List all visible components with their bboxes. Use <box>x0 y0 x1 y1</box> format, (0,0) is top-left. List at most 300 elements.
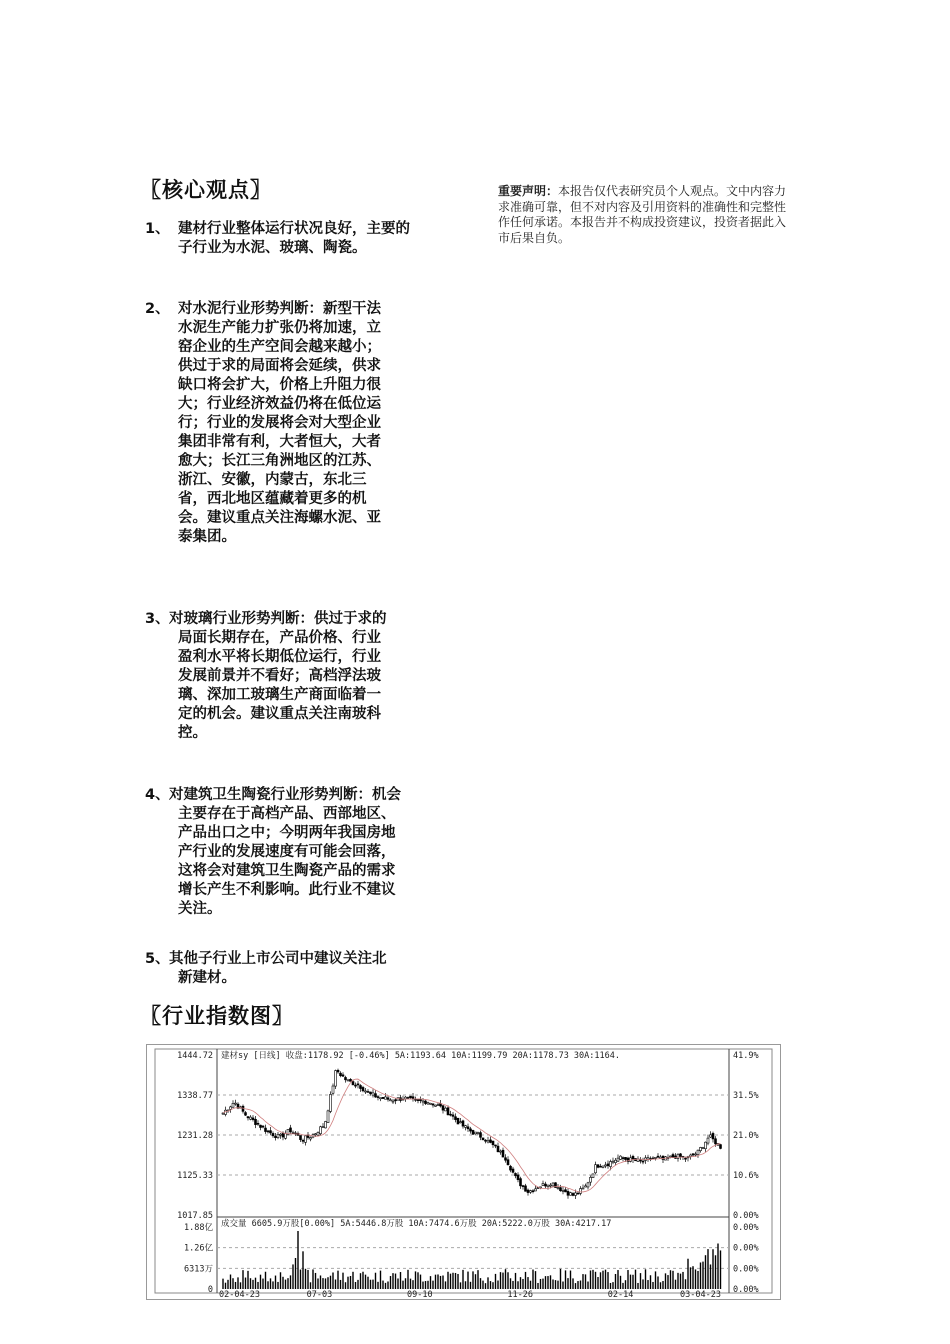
candle-body <box>277 1134 279 1137</box>
volume-bar <box>457 1274 458 1289</box>
candle-body <box>522 1186 524 1187</box>
volume-bar <box>675 1280 676 1289</box>
point-number: 5、 <box>145 951 170 967</box>
volume-bar <box>277 1282 278 1289</box>
candle-body <box>442 1106 444 1111</box>
candle-body <box>467 1127 469 1129</box>
candle-body <box>292 1132 294 1133</box>
volume-bar <box>242 1270 243 1289</box>
volume-bar <box>442 1275 443 1289</box>
volume-bar <box>500 1272 501 1289</box>
candle-body <box>310 1138 312 1139</box>
candle-body <box>575 1193 577 1196</box>
candle-body <box>515 1173 517 1175</box>
point-3 <box>145 610 390 743</box>
volume-bar <box>357 1280 358 1289</box>
volume-bar <box>570 1271 571 1289</box>
candle-body <box>235 1103 237 1104</box>
volume-bar <box>285 1280 286 1289</box>
volume-bar <box>535 1271 536 1289</box>
volume-bar <box>257 1282 258 1289</box>
candle-body <box>357 1084 359 1085</box>
candle-body <box>677 1154 679 1158</box>
candle-body <box>375 1094 377 1097</box>
candle-body <box>275 1136 277 1138</box>
volume-bar <box>660 1282 661 1289</box>
volume-bar <box>680 1274 681 1289</box>
candle-body <box>420 1099 422 1100</box>
volume-bar <box>387 1281 388 1289</box>
candle-body <box>290 1128 292 1132</box>
volume-bar <box>425 1281 426 1289</box>
volume-bar <box>252 1280 253 1289</box>
volume-bar <box>262 1279 263 1289</box>
candle-body <box>647 1157 649 1159</box>
volume-bar <box>537 1283 538 1289</box>
candle-body <box>670 1156 672 1157</box>
candle-body <box>547 1185 549 1187</box>
volume-bar <box>647 1280 648 1289</box>
candle-body <box>567 1191 569 1195</box>
volume-bar <box>342 1273 343 1289</box>
disclaimer-label: 重要声明： <box>498 184 559 198</box>
volume-bar <box>607 1272 608 1289</box>
candle-body <box>360 1086 362 1089</box>
candle-body <box>645 1158 647 1161</box>
point-text: 对水泥行业形势判断：新型干法水泥生产能力扩张仍将加速，立窑企业的生产空间会越来越小；供过于求的局面将会延续，供求缺口将会扩大，价格上升阻力很大；行业经济效益仍将在低位运行；行业的发展将会对大型企业集团非常有利，大者恒大，大者愈大；长江三角洲地区的江苏、浙江、安徽，内蒙古，东北三省，西北地区蕴藏着更多的机会。建议重点关注海螺水泥、亚泰集团。 <box>178 301 381 545</box>
candle-body <box>577 1193 579 1194</box>
candle-body <box>440 1104 442 1106</box>
volume-bar <box>505 1269 506 1289</box>
volume-bar <box>515 1273 516 1289</box>
volume-bar <box>370 1280 371 1289</box>
volume-bar <box>562 1282 563 1290</box>
volume-bar <box>315 1273 316 1289</box>
volume-pct-tick-label: 0.00% <box>733 1264 759 1275</box>
candle-body <box>565 1190 567 1192</box>
volume-bar <box>610 1283 611 1289</box>
volume-bar <box>492 1282 493 1289</box>
candle-body <box>475 1132 477 1134</box>
candle-body <box>247 1117 249 1118</box>
volume-bar <box>605 1270 606 1289</box>
candle-body <box>500 1151 502 1152</box>
candle-body <box>437 1105 439 1106</box>
candle-body <box>532 1191 534 1192</box>
candle-body <box>470 1129 472 1131</box>
volume-bar <box>490 1281 491 1289</box>
volume-bar <box>312 1269 313 1289</box>
candle-body <box>527 1190 529 1193</box>
volume-bar <box>415 1271 416 1289</box>
volume-bar <box>522 1279 523 1289</box>
point-1 <box>145 220 410 258</box>
candle-body <box>465 1126 467 1128</box>
volume-bar <box>420 1275 421 1289</box>
volume-bar <box>275 1276 276 1289</box>
volume-bar <box>540 1279 541 1289</box>
volume-bar <box>575 1283 576 1289</box>
candle-body <box>412 1097 414 1099</box>
volume-bar <box>317 1278 318 1289</box>
point-text: 对建筑卫生陶瓷行业形势判断：机会主要存在于高档产品、西部地区、产品出口之中；今明两年我国房地产行业的发展速度有可能会回落，这将会对建筑卫生陶瓷产品的需求增长产生不利影响。此行业不建议关注。 <box>169 787 401 917</box>
candle-body <box>707 1138 709 1143</box>
volume-bar <box>287 1278 288 1289</box>
price-tick-label: 1125.33 <box>177 1171 213 1181</box>
candle-body <box>705 1142 707 1149</box>
volume-bar <box>705 1255 706 1289</box>
volume-bar <box>375 1273 376 1289</box>
volume-bar <box>482 1281 483 1289</box>
volume-bar <box>527 1277 528 1289</box>
candle-body <box>685 1158 687 1159</box>
point-number: 1、 <box>145 221 170 237</box>
candle-body <box>480 1133 482 1138</box>
candle-body <box>620 1156 622 1159</box>
volume-bar <box>690 1267 691 1289</box>
candle-body <box>325 1121 327 1127</box>
candle-body <box>305 1136 307 1142</box>
volume-bar <box>567 1278 568 1289</box>
candle-body <box>282 1133 284 1137</box>
volume-bar <box>272 1281 273 1289</box>
volume-bar <box>362 1272 363 1289</box>
volume-bar <box>717 1244 718 1289</box>
volume-bar <box>525 1272 526 1289</box>
candle-body <box>370 1092 372 1094</box>
candle-body <box>530 1191 532 1193</box>
candle-body <box>405 1097 407 1099</box>
candle-body <box>427 1103 429 1104</box>
candle-body <box>327 1111 329 1123</box>
candle-body <box>607 1164 609 1166</box>
candle-body <box>657 1156 659 1157</box>
volume-bar <box>385 1283 386 1289</box>
candle-body <box>585 1186 587 1187</box>
candle-body <box>720 1145 722 1149</box>
volume-bar <box>672 1271 673 1289</box>
volume-bar <box>332 1272 333 1289</box>
point-4 <box>145 786 407 919</box>
candle-body <box>425 1101 427 1104</box>
price-pct-tick-label: 31.5% <box>733 1091 759 1101</box>
candle-body <box>485 1140 487 1141</box>
volume-bar <box>577 1281 578 1289</box>
volume-bar <box>255 1278 256 1289</box>
x-tick-label: 02-04-23 <box>219 1290 260 1299</box>
volume-bar <box>637 1283 638 1289</box>
candle-body <box>502 1150 504 1157</box>
candle-body <box>482 1138 484 1140</box>
volume-bar <box>497 1281 498 1289</box>
volume-tick-label: 6313万 <box>184 1264 213 1275</box>
volume-bar <box>345 1282 346 1289</box>
volume-bar <box>322 1278 323 1289</box>
volume-bar <box>517 1281 518 1289</box>
volume-bar <box>405 1278 406 1289</box>
candle-body <box>580 1189 582 1194</box>
candle-body <box>435 1105 437 1106</box>
volume-bar <box>602 1271 603 1289</box>
candle-body <box>595 1165 597 1173</box>
volume-bar <box>372 1280 373 1289</box>
candle-body <box>417 1100 419 1101</box>
volume-bar <box>360 1273 361 1289</box>
volume-bar <box>352 1272 353 1289</box>
volume-bar <box>507 1272 508 1289</box>
candle-body <box>472 1130 474 1134</box>
candle-body <box>625 1157 627 1159</box>
candle-body <box>350 1079 352 1081</box>
candle-body <box>317 1132 319 1135</box>
volume-bar <box>330 1276 331 1289</box>
candle-body <box>477 1133 479 1134</box>
candle-body <box>700 1147 702 1150</box>
volume-bar <box>665 1273 666 1289</box>
volume-bar <box>467 1272 468 1289</box>
volume-bar <box>552 1279 553 1289</box>
candle-body <box>320 1127 322 1134</box>
volume-bar <box>595 1272 596 1289</box>
volume-bar <box>502 1273 503 1289</box>
volume-bar <box>347 1277 348 1289</box>
chart-svg <box>147 1045 780 1299</box>
candle-body <box>535 1189 537 1191</box>
volume-bar <box>620 1276 621 1289</box>
point-number: 4、 <box>145 787 170 803</box>
candle-body <box>230 1107 232 1109</box>
candle-body <box>642 1161 644 1162</box>
candle-body <box>452 1115 454 1117</box>
volume-bar <box>682 1272 683 1289</box>
volume-bar <box>295 1258 296 1289</box>
volume-bar <box>350 1276 351 1289</box>
volume-bar <box>612 1282 613 1289</box>
candle-body <box>525 1186 527 1191</box>
volume-bar <box>335 1279 336 1289</box>
price-tick-label: 1231.28 <box>177 1131 213 1141</box>
candle-body <box>690 1155 692 1156</box>
candle-body <box>330 1094 332 1111</box>
candle-body <box>380 1098 382 1099</box>
volume-bar <box>650 1275 651 1289</box>
volume-bar <box>480 1278 481 1289</box>
candle-body <box>715 1139 717 1144</box>
volume-bar <box>390 1276 391 1289</box>
candle-body <box>322 1127 324 1128</box>
candle-body <box>300 1135 302 1139</box>
candle-body <box>332 1086 334 1093</box>
volume-pct-tick-label: 0.00% <box>733 1285 759 1295</box>
volume-bar <box>435 1275 436 1289</box>
volume-bar <box>397 1278 398 1289</box>
volume-bar <box>695 1269 696 1289</box>
volume-bar <box>692 1266 693 1289</box>
candle-body <box>345 1077 347 1079</box>
volume-bar <box>582 1274 583 1289</box>
candle-body <box>597 1165 599 1168</box>
point-5 <box>145 950 400 988</box>
volume-bar <box>247 1271 248 1289</box>
volume-bar <box>237 1277 238 1289</box>
candle-body <box>610 1162 612 1167</box>
volume-bar <box>412 1280 413 1289</box>
volume-bar <box>512 1281 513 1289</box>
x-tick-label: 07-03 <box>306 1290 333 1299</box>
candle-body <box>622 1158 624 1159</box>
candle-body <box>447 1108 449 1115</box>
volume-bar <box>617 1270 618 1289</box>
candle-body <box>487 1140 489 1142</box>
volume-bar <box>465 1281 466 1289</box>
volume-bar <box>222 1279 223 1289</box>
volume-bar <box>565 1270 566 1289</box>
volume-bar <box>282 1277 283 1289</box>
volume-bar <box>597 1277 598 1289</box>
volume-bar <box>337 1271 338 1289</box>
candle-body <box>392 1101 394 1102</box>
volume-bar <box>477 1270 478 1289</box>
candle-body <box>367 1091 369 1092</box>
volume-bar <box>487 1277 488 1289</box>
volume-bar <box>662 1281 663 1289</box>
x-tick-label: 09-10 <box>407 1290 433 1299</box>
index-chart-title: 〖行业指数图〗 <box>140 1004 294 1028</box>
candle-body <box>280 1134 282 1135</box>
candle-body <box>272 1133 274 1135</box>
candle-body <box>270 1131 272 1133</box>
point-number: 2、 <box>145 301 170 317</box>
volume-bar <box>245 1278 246 1289</box>
volume-bar <box>427 1281 428 1289</box>
volume-bar <box>630 1275 631 1289</box>
industry-index-chart <box>146 1044 781 1300</box>
candle-body <box>390 1100 392 1101</box>
candle-body <box>560 1188 562 1191</box>
volume-bar <box>547 1276 548 1289</box>
candle-body <box>520 1179 522 1186</box>
candle-body <box>252 1118 254 1120</box>
volume-bar <box>710 1264 711 1289</box>
volume-bar <box>625 1280 626 1289</box>
volume-bar <box>720 1250 721 1289</box>
volume-bar <box>485 1283 486 1289</box>
candle-body <box>672 1155 674 1158</box>
volume-bar <box>225 1283 226 1289</box>
volume-bar <box>640 1273 641 1289</box>
volume-bar <box>450 1274 451 1289</box>
candle-body <box>680 1154 682 1157</box>
volume-bar <box>325 1278 326 1289</box>
candle-body <box>262 1126 264 1127</box>
price-pct-tick-label: 0.00% <box>733 1211 759 1221</box>
volume-bar <box>305 1269 306 1289</box>
volume-bar <box>550 1275 551 1289</box>
volume-bar <box>395 1274 396 1289</box>
volume-bar <box>452 1273 453 1289</box>
volume-bar <box>697 1271 698 1289</box>
price-tick-label: 1338.77 <box>177 1091 213 1101</box>
core-views-title: 〖核心观点〗 <box>140 178 272 202</box>
volume-bar <box>702 1262 703 1289</box>
candle-body <box>335 1071 337 1087</box>
candle-body <box>285 1134 287 1139</box>
candle-body <box>697 1150 699 1154</box>
volume-bar <box>340 1280 341 1289</box>
candle-body <box>422 1101 424 1102</box>
disclaimer-text: 本报告仅代表研究员个人观点。文中内容力求准确可靠，但不对内容及引用资料的准确性和完整性作任何承诺。本报告并不构成投资建议，投资者据此入市后果自负。 <box>498 184 787 245</box>
volume-bar <box>635 1270 636 1289</box>
candle-body <box>617 1158 619 1161</box>
volume-pct-tick-label: 0.00% <box>733 1223 759 1233</box>
candle-body <box>712 1133 714 1139</box>
candle-body <box>702 1147 704 1148</box>
candle-body <box>572 1193 574 1195</box>
volume-bar <box>280 1272 281 1289</box>
candle-body <box>640 1160 642 1161</box>
candle-body <box>462 1121 464 1126</box>
candle-body <box>352 1082 354 1085</box>
volume-bar <box>447 1272 448 1289</box>
volume-bar <box>530 1281 531 1289</box>
candle-body <box>267 1131 269 1132</box>
disclaimer <box>498 184 788 246</box>
volume-bar <box>590 1270 591 1289</box>
candle-body <box>505 1158 507 1161</box>
candle-body <box>590 1177 592 1182</box>
volume-bar <box>657 1276 658 1289</box>
candle-body <box>362 1087 364 1090</box>
volume-bar <box>320 1275 321 1289</box>
candle-body <box>355 1085 357 1086</box>
volume-bar <box>307 1270 308 1289</box>
volume-tick-label: 0 <box>207 1285 213 1295</box>
volume-bar <box>432 1281 433 1289</box>
x-tick-label: 03-04-23 <box>680 1290 721 1299</box>
candle-body <box>302 1140 304 1141</box>
volume-bar <box>587 1282 588 1289</box>
volume-bar <box>417 1272 418 1289</box>
volume-bar <box>655 1271 656 1289</box>
candle-body <box>385 1097 387 1099</box>
candle-body <box>347 1080 349 1081</box>
volume-bar <box>227 1280 228 1289</box>
volume-bar <box>232 1278 233 1289</box>
price-pct-tick-label: 10.6% <box>733 1171 759 1181</box>
volume-bar <box>440 1276 441 1289</box>
candle-body <box>570 1193 572 1196</box>
candle-body <box>315 1134 317 1135</box>
candle-body <box>265 1128 267 1131</box>
volume-bar <box>600 1272 601 1289</box>
volume-bar <box>572 1278 573 1289</box>
candle-body <box>455 1117 457 1120</box>
candle-body <box>710 1135 712 1137</box>
volume-bar <box>615 1274 616 1289</box>
volume-bar <box>422 1282 423 1289</box>
candle-body <box>337 1070 339 1072</box>
candle-body <box>460 1122 462 1123</box>
volume-bar <box>230 1275 231 1289</box>
candle-body <box>387 1098 389 1100</box>
volume-bar <box>402 1281 403 1289</box>
candle-body <box>245 1113 247 1116</box>
volume-bar <box>365 1275 366 1289</box>
candle-body <box>340 1073 342 1076</box>
candle-body <box>395 1100 397 1101</box>
candle-body <box>377 1097 379 1098</box>
volume-bar <box>377 1282 378 1289</box>
